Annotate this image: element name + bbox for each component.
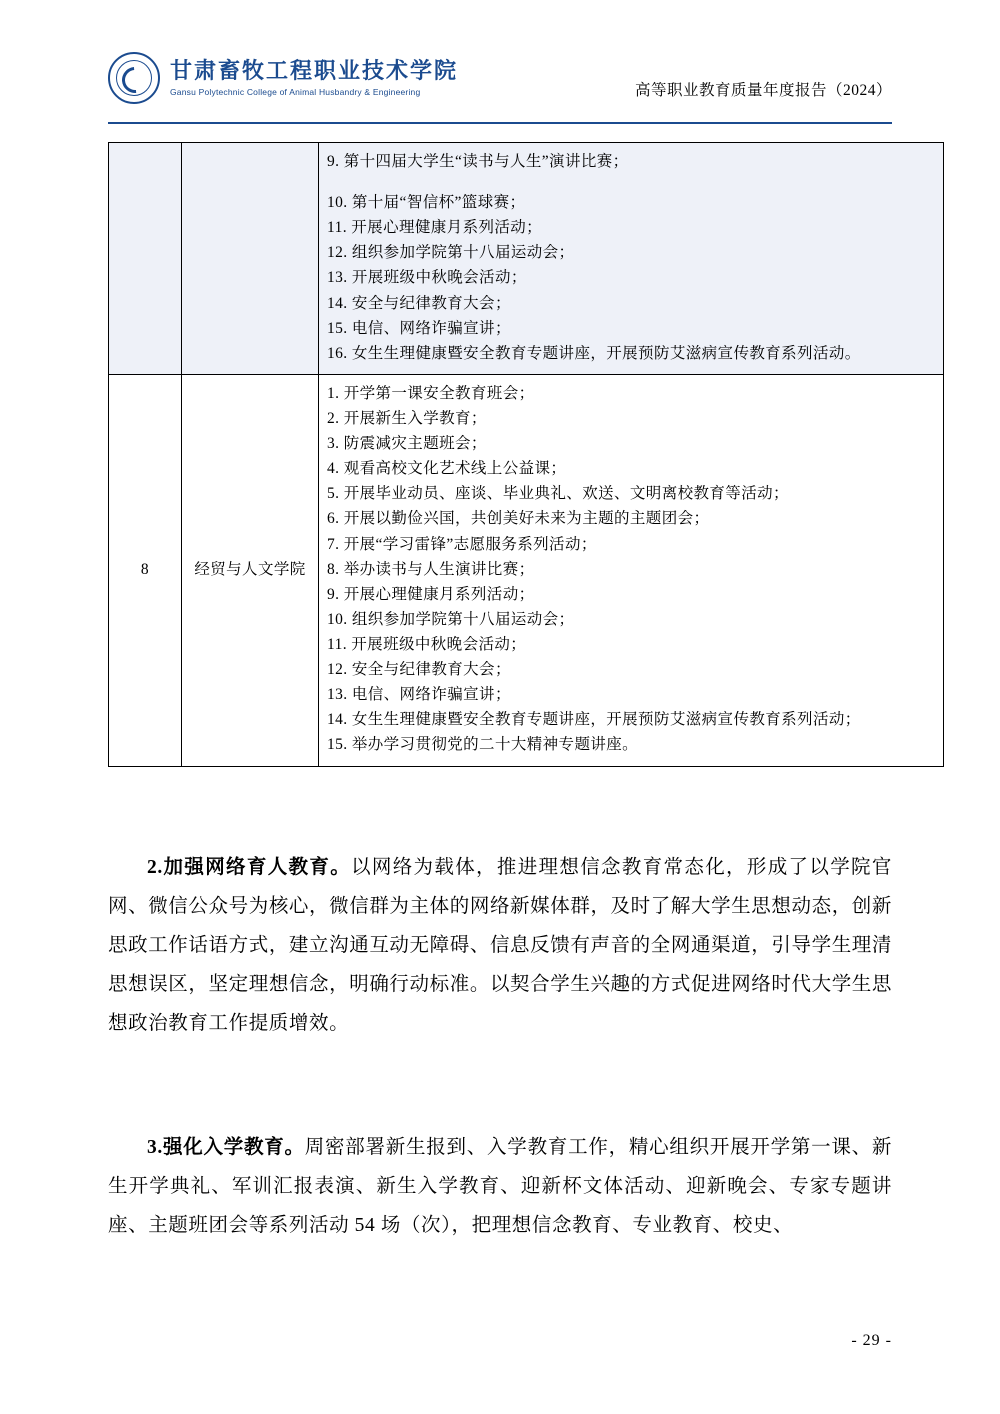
table-row [109, 143, 944, 375]
activities-table [108, 142, 944, 767]
list-item: 16. 女生生理健康暨安全教育专题讲座，开展预防艾滋病宣传教育系列活动。 [327, 344, 861, 362]
list-item: 14. 女生生理健康暨安全教育专题讲座，开展预防艾滋病宣传教育系列活动； [327, 711, 861, 729]
list-item: 9. 第十四届大学生“读书与人生”演讲比赛； [327, 153, 629, 170]
list-item: 12. 安全与纪律教育大会； [327, 661, 511, 679]
row-department [182, 143, 319, 375]
row-number [109, 143, 182, 375]
paragraph-body: 以网络为载体，推进理想信念教育常态化，形成了以学院官网、微信公众号为核心，微信群为主体的网络新媒体群，及时了解大学生思想动态，创新思政工作话语方式，建立沟通互动无障碍、信息反馈有声音的全网通渠道，引导学生理清思想误区，坚定理想信念，明确行动标准。以契合学生兴趣的方式促进网络时代大学生思想政治教育工作提质增效。 [108, 857, 892, 1034]
list-item: 5. 开展毕业动员、座谈、毕业典礼、欢送、文明离校教育等活动； [327, 485, 789, 503]
activity-list [327, 381, 935, 758]
table-row [109, 374, 944, 766]
list-item: 12. 组织参加学院第十八届运动会； [327, 244, 575, 262]
paragraph [108, 848, 892, 1043]
list-item: 8. 举办读书与人生演讲比赛； [327, 560, 535, 578]
list-item: 10. 组织参加学院第十八届运动会； [327, 610, 575, 628]
college-logo [108, 52, 458, 104]
paragraph [108, 1128, 892, 1245]
list-item: 15. 举办学习贯彻党的二十大精神专题讲座。 [327, 736, 639, 754]
list-item: 1. 开学第一课安全教育班会； [327, 384, 535, 402]
list-item: 2. 开展新生入学教育； [327, 409, 487, 427]
row-items [319, 374, 944, 766]
paragraph-enrollment-education [108, 1128, 892, 1245]
header-divider [108, 122, 892, 124]
list-item: 3. 防震减灾主题班会； [327, 435, 487, 453]
list-item: 14. 安全与纪律教育大会； [327, 294, 511, 312]
page-header [108, 52, 892, 120]
row-department: 经贸与人文学院 [182, 374, 319, 766]
activity-list [327, 149, 935, 366]
row-number: 8 [109, 374, 182, 766]
report-title: 高等职业教育质量年度报告（2024） [634, 82, 892, 99]
list-item: 4. 观看高校文化艺术线上公益课； [327, 460, 567, 478]
page-number: - 29 - [851, 1332, 892, 1349]
college-name-en: Gansu Polytechnic College of Animal Husbandry & Engineering [170, 86, 421, 97]
list-item: 7. 开展“学习雷锋”志愿服务系列活动； [327, 535, 597, 553]
row-items [319, 143, 944, 375]
list-item: 11. 开展心理健康月系列活动； [327, 219, 543, 237]
list-item: 13. 电信、网络诈骗宣讲； [327, 686, 511, 704]
list-item: 13. 开展班级中秋晚会活动； [327, 269, 527, 287]
list-item: 15. 电信、网络诈骗宣讲； [327, 319, 511, 337]
college-emblem-icon [108, 52, 160, 104]
list-item: 11. 开展班级中秋晚会活动； [327, 635, 527, 653]
paragraph-network-education [108, 848, 892, 1043]
paragraph-lead: 3.强化入学教育。 [147, 1137, 305, 1158]
list-item: 9. 开展心理健康月系列活动； [327, 585, 535, 603]
list-item: 6. 开展以勤俭兴国，共创美好未来为主题的主题团会； [327, 510, 710, 528]
paragraph-lead: 2.加强网络育人教育。 [147, 857, 352, 878]
college-name-cn: 甘肃畜牧工程职业技术学院 [170, 58, 459, 84]
paragraph-body: 周密部署新生报到、入学教育工作，精心组织开展开学第一课、新生开学典礼、军训汇报表演、新生入学教育、迎新杯文体活动、迎新晚会、专家专题讲座、主题班团会等系列活动 54 场（次），把理想信念教育、专业教育、校史、 [108, 1137, 892, 1236]
list-item: 10. 第十届“智信杯”篮球赛； [327, 194, 526, 212]
